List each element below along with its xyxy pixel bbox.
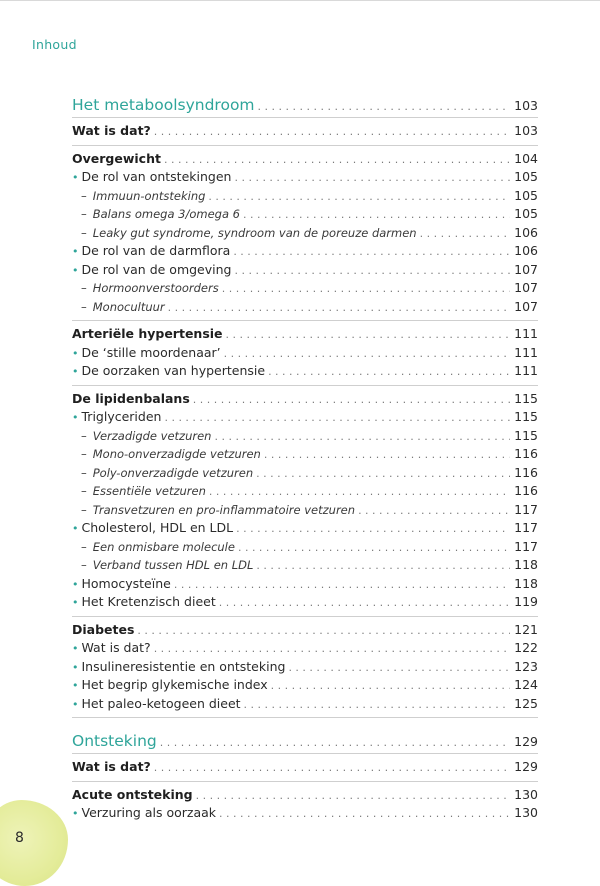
toc-entry-section[interactable] <box>72 759 538 778</box>
toc-entry-bullet[interactable] <box>72 659 538 678</box>
toc-entry-bullet[interactable] <box>72 677 538 696</box>
toc-entry-title <box>72 123 151 138</box>
dot-leader <box>256 559 510 572</box>
toc-entry-text: Arteriële hypertensie <box>72 326 223 341</box>
dot-leader <box>233 245 510 258</box>
dot-leader <box>164 153 510 166</box>
dot-leader <box>154 642 510 655</box>
toc-entry-text: De rol van ontstekingen <box>81 169 232 184</box>
toc-entry-title <box>72 326 223 341</box>
toc-entry-text: De rol van de omgeving <box>81 261 232 277</box>
toc-entry-text: Het Kretenzisch dieet <box>81 594 216 609</box>
toc-entry-text: Triglyceriden <box>81 409 162 424</box>
toc-entry-text: Ontsteking <box>72 732 157 750</box>
toc-entry-bullet[interactable] <box>72 576 538 595</box>
dot-leader <box>264 448 510 461</box>
dot-leader <box>358 504 510 517</box>
dot-leader <box>164 411 510 424</box>
toc-entry-title <box>72 640 151 655</box>
dash-icon: – <box>81 428 87 443</box>
toc-entry-page: 111 <box>514 363 538 378</box>
dot-leader <box>208 190 510 203</box>
toc-entry-text: Diabetes <box>72 621 135 637</box>
toc-entry-title <box>72 281 219 295</box>
toc-entry-page: 105 <box>514 169 538 184</box>
toc-entry-page: 118 <box>514 557 538 572</box>
toc-entry-text: Overgewicht <box>72 150 161 166</box>
toc-entry-title <box>72 207 240 221</box>
bullet-icon: • <box>72 171 79 184</box>
toc-entry-text: De oorzaken van hypertensie <box>81 363 266 378</box>
toc-entry-bullet[interactable] <box>72 363 538 382</box>
toc-entry-text: Monocultuur <box>92 299 165 314</box>
toc-entry-title <box>72 759 151 774</box>
dash-icon: – <box>81 539 87 554</box>
toc-entry-text: Immuun-ontsteking <box>92 188 206 203</box>
toc-entry-page: 111 <box>514 326 538 341</box>
toc-entry-page: 125 <box>514 695 538 711</box>
bullet-icon: • <box>72 263 79 277</box>
toc-entry-text: Verzadigde vetzuren <box>92 428 212 443</box>
toc-entry-title <box>72 466 253 480</box>
toc-entry-text: Het paleo-ketogeen dieet <box>81 695 241 711</box>
toc-entry-title <box>72 520 233 535</box>
toc-entry-text: Een onmisbare molecule <box>92 539 235 554</box>
toc-entry-title <box>72 300 165 314</box>
toc-entry-section[interactable] <box>72 622 538 641</box>
toc-entry-title <box>72 594 216 609</box>
dash-icon: – <box>81 558 87 572</box>
bullet-icon: • <box>72 596 79 609</box>
toc-entry-title <box>72 447 261 461</box>
toc-entry-title <box>72 262 231 277</box>
toc-entry-title <box>72 540 235 554</box>
toc-entry-bullet[interactable] <box>72 345 538 364</box>
toc-entry-page: 103 <box>514 98 538 113</box>
toc-entry-title <box>72 409 161 424</box>
toc-entry-text: Cholesterol, HDL en LDL <box>81 520 234 535</box>
toc-entry-page: 106 <box>514 224 538 240</box>
toc-entry-sub[interactable] <box>72 483 538 502</box>
dot-leader <box>288 661 510 674</box>
toc-entry-sub[interactable] <box>72 539 538 558</box>
toc-entry-sub[interactable] <box>72 280 538 299</box>
toc-entry-page: 130 <box>514 786 538 802</box>
toc-entry-text: Insulineresistentie en ontsteking <box>81 658 286 674</box>
toc-entry-page: 118 <box>514 575 538 591</box>
dash-icon: – <box>81 299 87 314</box>
toc-entry-page: 129 <box>514 759 538 774</box>
toc-entry-title <box>72 503 355 517</box>
bullet-icon: • <box>72 679 79 692</box>
toc-entry-title <box>72 787 193 802</box>
toc-entry-sub[interactable] <box>72 428 538 447</box>
dash-icon: – <box>81 225 87 240</box>
toc-entry-text: Wat is dat? <box>72 123 151 138</box>
toc-entry-page: 107 <box>514 261 538 277</box>
toc-entry-page: 130 <box>514 805 538 820</box>
dot-leader <box>224 347 511 360</box>
dot-leader <box>168 301 510 314</box>
dot-leader <box>160 736 510 749</box>
toc-entry-page: 107 <box>514 280 538 295</box>
dot-leader <box>222 282 510 295</box>
toc-entry-page: 117 <box>514 501 538 517</box>
toc-entry-sub[interactable] <box>72 502 538 521</box>
toc-entry-text: Acute ontsteking <box>72 786 193 802</box>
toc-entry-title <box>72 429 211 443</box>
dot-leader <box>174 578 510 591</box>
top-rule <box>0 0 600 1</box>
toc-entry-text: Het begrip glykemische index <box>81 677 268 692</box>
toc-entry-page: 124 <box>514 677 538 692</box>
toc-entry-title <box>72 732 157 750</box>
toc-entry-title <box>72 805 216 820</box>
dot-leader <box>219 807 510 820</box>
toc-entry-chapter[interactable] <box>72 732 538 750</box>
toc-entry-page: 117 <box>514 538 538 554</box>
toc-entry-title <box>72 484 206 498</box>
toc-entry-title <box>72 363 265 378</box>
toc-entry-page: 115 <box>514 409 538 424</box>
toc-entry-section[interactable] <box>72 787 538 806</box>
dot-leader <box>193 393 510 406</box>
toc-entry-text: Leaky gut syndrome, syndroom van de poreuze darmen <box>92 225 417 240</box>
toc-entry-title <box>72 189 205 203</box>
dot-leader <box>234 171 510 184</box>
bullet-icon: • <box>72 245 79 258</box>
toc-entry-page: 122 <box>514 640 538 655</box>
toc-entry-text: Wat is dat? <box>81 640 151 655</box>
toc-entry-page: 111 <box>514 344 538 360</box>
toc-entry-bullet[interactable] <box>72 243 538 262</box>
toc-entry-text: Transvetzuren en pro-inflammatoire vetzuren <box>92 502 356 517</box>
page-number-blob <box>0 800 68 886</box>
toc-entry-title <box>72 677 268 692</box>
toc-entry-bullet[interactable] <box>72 520 538 539</box>
toc-entry-text: De lipidenbalans <box>72 390 190 406</box>
dot-leader <box>154 761 510 774</box>
bullet-icon: • <box>72 697 79 711</box>
bullet-icon: • <box>72 522 79 535</box>
toc-entry-title <box>72 622 134 637</box>
toc-entry-text: Hormoonverstoorders <box>92 281 219 295</box>
toc-entry-title <box>72 391 190 406</box>
toc-entry-page: 129 <box>514 734 538 749</box>
toc-entry-text: De rol van de darmflora <box>81 243 231 258</box>
toc-entry-page: 116 <box>514 464 538 480</box>
toc-separator <box>72 145 538 146</box>
toc-entry-page: 106 <box>514 243 538 258</box>
bullet-icon: • <box>72 642 79 655</box>
toc-separator <box>72 117 538 118</box>
toc-entry-text: Poly-onverzadigde vetzuren <box>92 465 254 480</box>
toc-entry-page: 104 <box>514 150 538 166</box>
toc-entry-bullet[interactable] <box>72 640 538 659</box>
toc-entry-section[interactable] <box>72 151 538 170</box>
dot-leader <box>154 125 510 138</box>
toc-entry-title <box>72 345 221 360</box>
toc-entry-title <box>72 558 253 572</box>
toc-entry-bullet[interactable] <box>72 594 538 613</box>
toc-entry-text: Het metaboolsyndroom <box>72 96 255 114</box>
bullet-icon: • <box>72 411 79 424</box>
toc-entry-page: 117 <box>514 520 538 535</box>
toc-entry-sub[interactable] <box>72 188 538 207</box>
bullet-icon: • <box>72 365 79 378</box>
toc-entry-text: Verband tussen HDL en LDL <box>92 558 254 572</box>
dot-leader <box>258 100 511 113</box>
toc-entry-page: 103 <box>514 123 538 138</box>
dot-leader <box>256 467 510 480</box>
dot-leader <box>244 698 511 711</box>
toc-separator <box>72 320 538 321</box>
dash-icon: – <box>81 207 87 221</box>
toc-entry-bullet[interactable] <box>72 805 538 824</box>
toc-gap <box>72 718 538 732</box>
dot-leader <box>137 624 510 637</box>
toc-entry-page: 119 <box>514 594 538 609</box>
dash-icon: – <box>81 502 87 517</box>
toc-entry-text: Mono-onverzadigde vetzuren <box>92 447 261 461</box>
toc-entry-sub[interactable] <box>72 446 538 465</box>
dot-leader <box>226 328 511 341</box>
toc-entry-title <box>72 151 161 166</box>
toc-entry-page: 105 <box>514 187 538 203</box>
dot-leader <box>243 208 510 221</box>
toc-separator <box>72 616 538 617</box>
toc-separator <box>72 781 538 782</box>
toc-entry-bullet[interactable] <box>72 409 538 428</box>
toc-entry-bullet[interactable] <box>72 169 538 188</box>
dash-icon: – <box>81 188 87 203</box>
toc-entry-section[interactable] <box>72 391 538 410</box>
toc-entry-sub[interactable] <box>72 206 538 225</box>
toc-separator <box>72 753 538 754</box>
table-of-contents <box>72 96 538 824</box>
toc-entry-section[interactable] <box>72 123 538 142</box>
dot-leader <box>209 485 510 498</box>
toc-entry-title <box>72 96 255 114</box>
dot-leader <box>420 227 511 240</box>
toc-entry-title <box>72 243 230 258</box>
toc-entry-sub[interactable] <box>72 465 538 484</box>
toc-entry-page: 116 <box>514 483 538 498</box>
running-title: Inhoud <box>32 37 77 52</box>
page-number: 8 <box>15 830 24 846</box>
toc-entry-bullet[interactable] <box>72 696 538 715</box>
toc-entry-bullet[interactable] <box>72 262 538 281</box>
toc-entry-sub[interactable] <box>72 299 538 318</box>
toc-entry-page: 116 <box>514 446 538 461</box>
toc-entry-sub[interactable] <box>72 225 538 244</box>
toc-entry-section[interactable] <box>72 326 538 345</box>
dash-icon: – <box>81 465 87 480</box>
toc-entry-title <box>72 169 231 184</box>
bullet-icon: • <box>72 577 79 591</box>
toc-entry-page: 115 <box>514 427 538 443</box>
dash-icon: – <box>81 484 87 498</box>
dot-leader <box>219 596 510 609</box>
dot-leader <box>238 541 510 554</box>
bullet-icon: • <box>72 660 79 674</box>
dash-icon: – <box>81 447 87 461</box>
toc-entry-chapter[interactable] <box>72 96 538 114</box>
dot-leader <box>271 679 510 692</box>
dot-leader <box>234 264 510 277</box>
toc-entry-text: Homocysteïne <box>81 575 171 591</box>
bullet-icon: • <box>72 807 79 820</box>
toc-entry-text: Verzuring als oorzaak <box>81 805 217 820</box>
toc-entry-page: 121 <box>514 621 538 637</box>
toc-separator <box>72 385 538 386</box>
toc-entry-title <box>72 226 417 240</box>
dot-leader <box>268 365 510 378</box>
dash-icon: – <box>81 281 87 295</box>
toc-entry-text: De ‘stille moordenaar’ <box>81 344 221 360</box>
dot-leader <box>196 789 511 802</box>
dot-leader <box>236 522 510 535</box>
toc-entry-text: Essentiële vetzuren <box>92 484 206 498</box>
toc-entry-text: Balans omega 3/omega 6 <box>92 207 241 221</box>
toc-entry-sub[interactable] <box>72 557 538 576</box>
bullet-icon: • <box>72 346 79 360</box>
toc-entry-text: Wat is dat? <box>72 759 151 774</box>
toc-entry-title <box>72 576 171 591</box>
toc-entry-title <box>72 696 241 711</box>
toc-entry-page: 107 <box>514 298 538 314</box>
toc-entry-page: 105 <box>514 206 538 221</box>
toc-entry-page: 115 <box>514 390 538 406</box>
dot-leader <box>214 430 510 443</box>
toc-entry-title <box>72 659 285 674</box>
toc-entry-page: 123 <box>514 658 538 674</box>
